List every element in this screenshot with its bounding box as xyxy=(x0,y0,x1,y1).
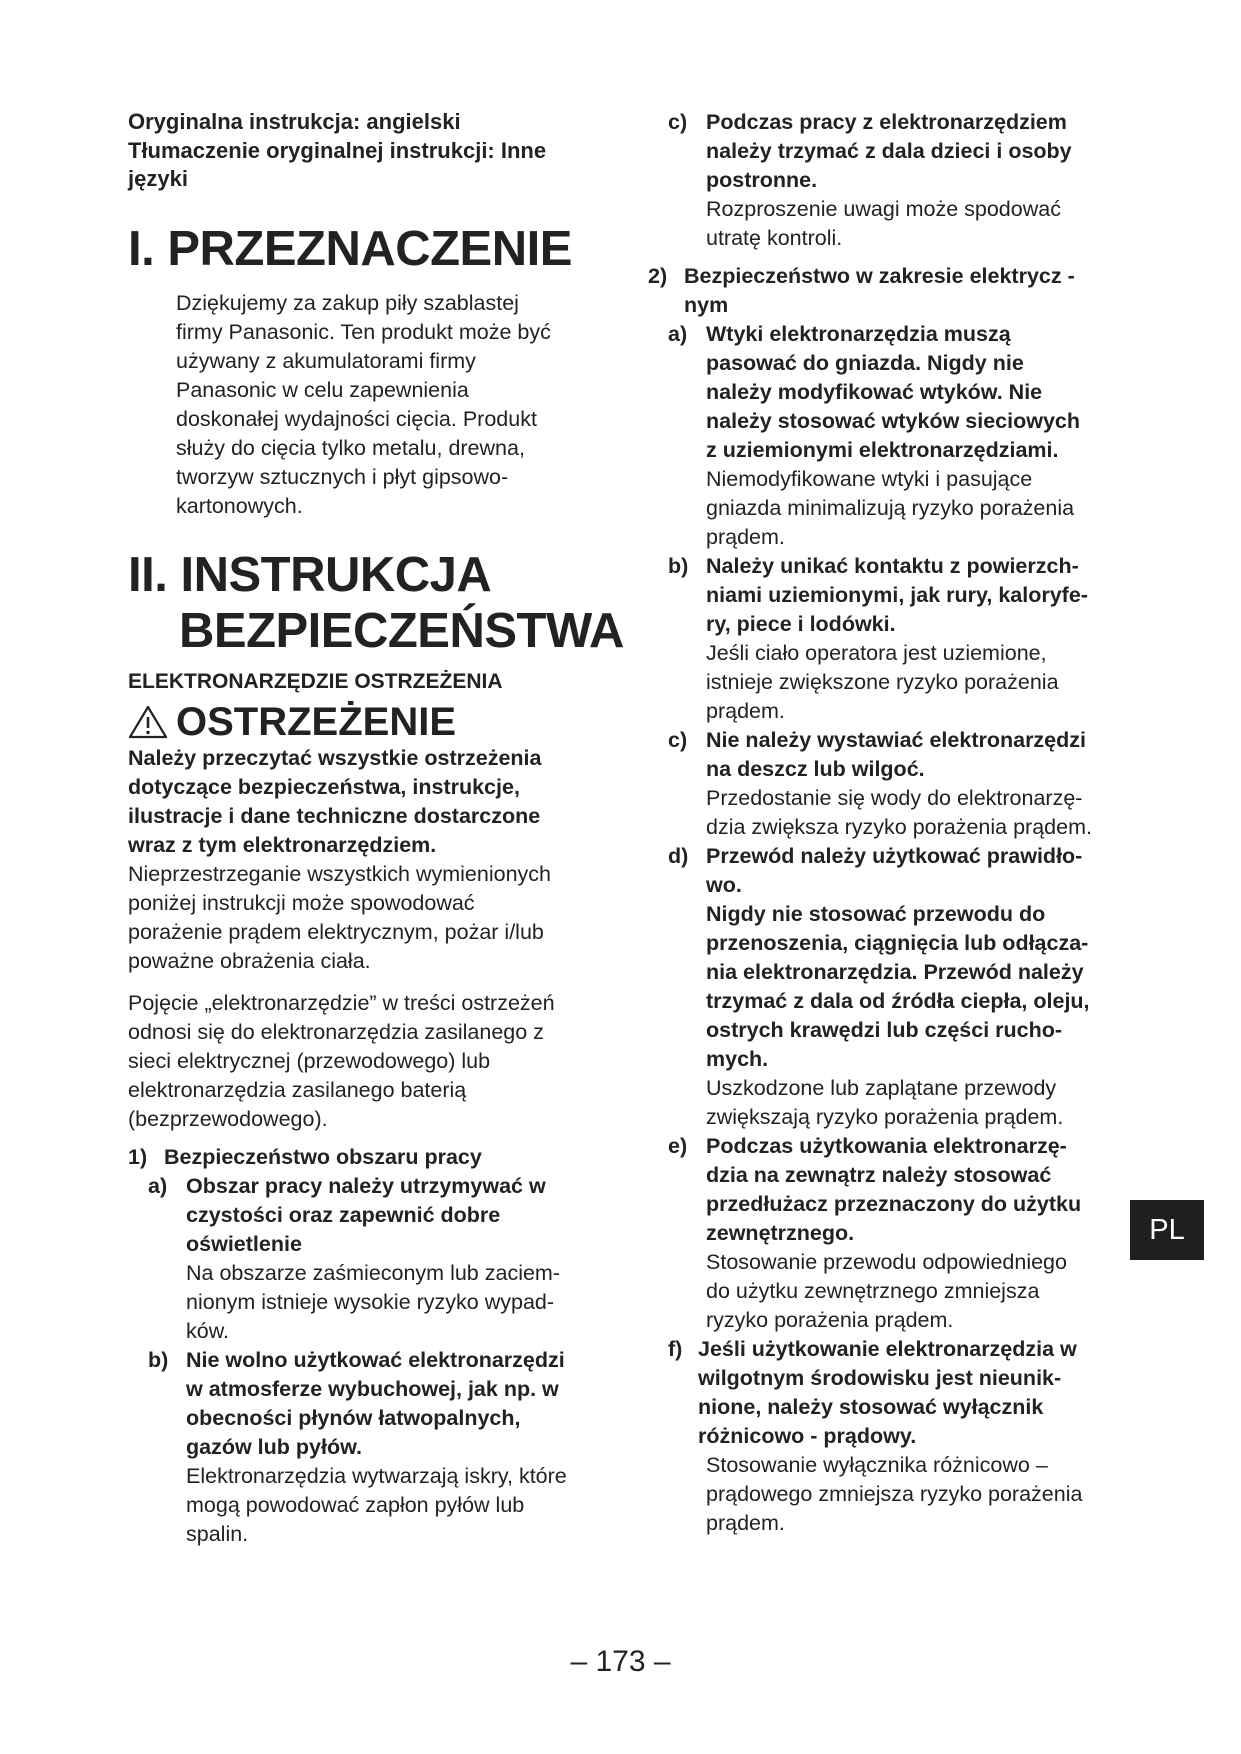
text-line: oświetlenie xyxy=(186,1231,302,1256)
text-line: prądem. xyxy=(706,1511,785,1535)
list-label: c) xyxy=(668,110,688,134)
text-line: trzymać z dala od źródła ciepła, oleju, xyxy=(706,989,1090,1013)
power-tool-definition xyxy=(128,989,608,1134)
text-line: ostrych krawędzi lub części rucho- xyxy=(706,1018,1063,1042)
text-line: prądem. xyxy=(706,525,785,549)
left-column xyxy=(128,108,624,1549)
text-line: kartonowych. xyxy=(176,493,303,518)
text-line: czystości oraz zapewnić dobre xyxy=(186,1202,501,1227)
text-line: należy modyfikować wtyków. Nie xyxy=(706,380,1043,404)
text-line: Nigdy nie stosować przewodu do xyxy=(706,902,1046,926)
warning-heading-text: OSTRZEŻENIE xyxy=(176,699,457,744)
list-label: b) xyxy=(148,1347,169,1372)
text-line: należy stosować wtyków sieciowych xyxy=(706,409,1081,433)
text-line: firmy Panasonic. Ten produkt może być xyxy=(176,319,551,344)
list-label: f) xyxy=(668,1337,683,1361)
text-line: na deszcz lub wilgoć. xyxy=(706,757,925,781)
document-header xyxy=(128,108,608,194)
text-line: Jeśli użytkowanie elektronarzędzia w xyxy=(698,1337,1077,1361)
text-line: elektronarzędzia zasilanego baterią xyxy=(128,1077,467,1102)
text-line: dzia na zewnątrz należy stosować xyxy=(706,1163,1052,1187)
text-line: Nieprzestrzeganie wszystkich wymienionych xyxy=(128,861,551,886)
text-line: odnosi się do elektronarzędzia zasilanego z xyxy=(128,1019,544,1044)
text-line: Nie wolno użytkować elektronarzędzi xyxy=(186,1347,565,1372)
list-label: c) xyxy=(668,728,688,752)
page-number: – 173 – xyxy=(570,1645,671,1678)
text-line: Na obszarze zaśmieconym lub zaciem- xyxy=(186,1260,560,1285)
language-tab: PL xyxy=(1130,1200,1204,1260)
section-title-line: II. INSTRUKCJA xyxy=(128,547,492,602)
text-line: przedłużacz przeznaczony do użytku xyxy=(706,1192,1082,1216)
list-item-electrical-d xyxy=(668,842,1126,1132)
text-line: wo. xyxy=(706,873,742,897)
text-line: poniżej instrukcji może spowodować xyxy=(128,890,475,915)
header-line: Oryginalna instrukcja: angielski xyxy=(128,109,461,134)
text-line: porażenie prądem elektrycznym, pożar i/lub xyxy=(128,919,544,944)
text-line: prądem. xyxy=(706,699,785,723)
list-label: e) xyxy=(668,1134,688,1158)
text-line: Należy unikać kontaktu z powierzch- xyxy=(706,554,1079,578)
text-line: sieci elektrycznej (przewodowego) lub xyxy=(128,1048,491,1073)
list-item-work-area-a xyxy=(148,1172,608,1346)
text-line: przenoszenia, ciągnięcia lub odłącza- xyxy=(706,931,1089,955)
text-line: Panasonic w celu zapewnienia xyxy=(176,377,469,402)
text-line: Podczas użytkowania elektronarzę- xyxy=(706,1134,1067,1158)
text-line: gazów lub pyłów. xyxy=(186,1434,362,1459)
text-line: obecności płynów łatwopalnych, xyxy=(186,1405,521,1430)
text-line: z uziemionymi elektronarzędziami. xyxy=(706,438,1059,462)
subsection-title: nym xyxy=(684,293,729,317)
text-line: Należy przeczytać wszystkie ostrzeżenia xyxy=(128,745,542,770)
text-line: Dziękujemy za zakup piły szablastej xyxy=(176,290,519,315)
text-line: utratę kontroli. xyxy=(706,226,843,250)
warning-read-all xyxy=(128,744,608,976)
text-line: dotyczące bezpieczeństwa, instrukcje, xyxy=(128,774,520,799)
section-title-safety xyxy=(128,547,624,659)
text-line: ry, piece i lodówki. xyxy=(706,612,896,636)
list-number: 1) xyxy=(128,1144,148,1169)
text-line: wraz z tym elektronarzędziem. xyxy=(128,832,437,857)
electrical-safety xyxy=(648,262,1126,320)
text-line: niami uziemionymi, jak rury, kaloryfe- xyxy=(706,583,1088,607)
list-label: b) xyxy=(668,554,689,578)
text-line: Jeśli ciało operatora jest uziemione, xyxy=(706,641,1047,665)
text-line: Rozproszenie uwagi może spodować xyxy=(706,197,1061,221)
text-line: gniazda minimalizują ryzyko porażenia xyxy=(706,496,1075,520)
text-line: mogą powodować zapłon pyłów lub xyxy=(186,1492,525,1517)
text-line: w atmosferze wybuchowej, jak np. w xyxy=(186,1376,559,1401)
text-line: Obszar pracy należy utrzymywać w xyxy=(186,1173,546,1198)
text-line: używany z akumulatorami firmy xyxy=(176,348,476,373)
text-line: doskonałej wydajności cięcia. Produkt xyxy=(176,406,537,431)
text-line: (bezprzewodowego). xyxy=(128,1106,328,1131)
text-line: Podczas pracy z elektronarzędziem xyxy=(706,110,1067,134)
work-area-safety xyxy=(128,1143,608,1172)
text-line: pasować do gniazda. Nigdy nie xyxy=(706,351,1024,375)
text-line: nionym istnieje wysokie ryzyko wypad- xyxy=(186,1289,555,1314)
header-line: języki xyxy=(128,166,188,191)
text-line: Przewód należy użytkować prawidło- xyxy=(706,844,1083,868)
text-line: Wtyki elektronarzędzia muszą xyxy=(706,322,1011,346)
text-line: Niemodyfikowane wtyki i pasujące xyxy=(706,467,1033,491)
list-number: 2) xyxy=(648,264,668,288)
text-line: Uszkodzone lub zaplątane przewody xyxy=(706,1076,1057,1100)
text-line: poważne obrażenia ciała. xyxy=(128,948,371,973)
list-label: d) xyxy=(668,844,689,868)
text-line: prądowego zmniejsza ryzyko porażenia xyxy=(706,1482,1083,1506)
text-line: Pojęcie „elektronarzędzie” w treści ostrzeżeń xyxy=(128,990,555,1015)
list-item-electrical-b xyxy=(668,552,1126,726)
list-item-electrical-f xyxy=(668,1335,1126,1538)
text-line: dzia zwiększa ryzyko porażenia prądem. xyxy=(706,815,1092,839)
warning-heading xyxy=(128,700,608,744)
text-line: należy trzymać z dala dzieci i osoby xyxy=(706,139,1072,163)
warnings-label: ELEKTRONARZĘDZIE OSTRZEŻENIA xyxy=(128,669,503,693)
section-title-purpose: I. PRZEZNACZENIE xyxy=(128,221,572,276)
text-line: różnicowo - prądowy. xyxy=(698,1424,917,1448)
text-line: zwiększają ryzyko porażenia prądem. xyxy=(706,1105,1064,1129)
header-line: Tłumaczenie oryginalnej instrukcji: Inne xyxy=(128,137,547,163)
subsection-title: Bezpieczeństwo obszaru pracy xyxy=(164,1144,482,1169)
text-line: postronne. xyxy=(706,168,818,192)
text-line: Przedostanie się wody do elektronarzę- xyxy=(706,786,1083,810)
list-item-electrical-a xyxy=(668,320,1126,552)
purpose-text xyxy=(128,289,608,521)
text-line: wilgotnym środowisku jest nieunik- xyxy=(698,1366,1062,1390)
text-line: Elektronarzędzia wytwarzają iskry, które xyxy=(186,1463,567,1488)
text-line: do użytku zewnętrznego zmniejsza xyxy=(706,1279,1040,1303)
right-column xyxy=(648,108,1126,1538)
text-line: służy do cięcia tylko metalu, drewna, xyxy=(176,435,525,460)
list-item-electrical-e xyxy=(668,1132,1126,1335)
text-line: istnieje zwiększone ryzyko porażenia xyxy=(706,670,1059,694)
text-line: zewnętrznego. xyxy=(706,1221,855,1245)
list-item-work-area-c xyxy=(668,108,1126,253)
subsection-title: Bezpieczeństwo w zakresie elektrycz - xyxy=(684,264,1075,288)
section-title-line: BEZPIECZEŃSTWA xyxy=(179,603,624,658)
list-label: a) xyxy=(148,1173,168,1198)
text-line: nia elektronarzędzia. Przewód należy xyxy=(706,960,1084,984)
text-line: spalin. xyxy=(186,1521,249,1546)
list-label: a) xyxy=(668,322,688,346)
warning-triangle-icon xyxy=(128,704,168,740)
list-item-work-area-b xyxy=(148,1346,608,1549)
text-line: Stosowanie wyłącznika różnicowo – xyxy=(706,1453,1048,1477)
text-line: Nie należy wystawiać elektronarzędzi xyxy=(706,728,1086,752)
text-line: nione, należy stosować wyłącznik xyxy=(698,1395,1044,1419)
list-item-electrical-c xyxy=(668,726,1126,842)
text-line: ków. xyxy=(186,1318,230,1343)
text-line: mych. xyxy=(706,1047,769,1071)
text-line: tworzyw sztucznych i płyt gipsowo- xyxy=(176,464,509,489)
text-line: ilustracje i dane techniczne dostarczone xyxy=(128,803,541,828)
text-line: Stosowanie przewodu odpowiedniego xyxy=(706,1250,1067,1274)
text-line: ryzyko porażenia prądem. xyxy=(706,1308,954,1332)
